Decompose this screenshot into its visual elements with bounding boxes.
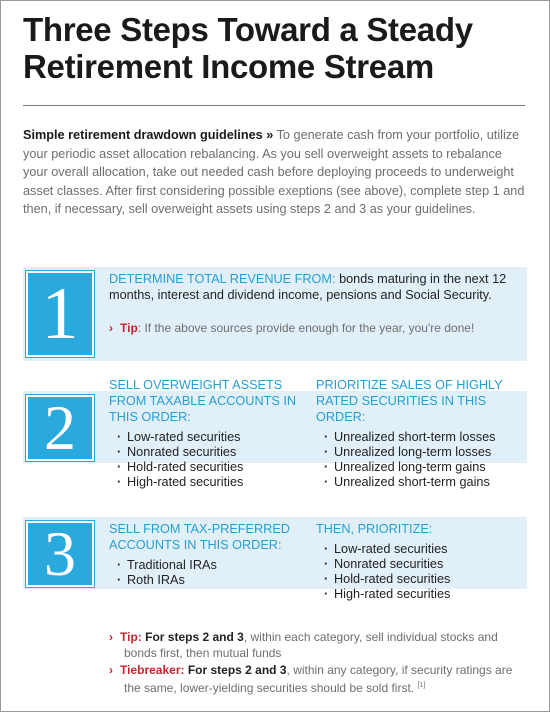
list-item: · Hold-rated securities	[320, 572, 516, 587]
step-2-number: 2	[26, 395, 94, 461]
step-3-right-list	[320, 542, 516, 602]
step-2-left-heading: SELL OVERWEIGHT ASSETS FROM TAXABLE ACCOUNTS IN THIS ORDER:	[109, 378, 297, 424]
list-item: · High-rated securities	[113, 475, 299, 490]
step-3-number: 3	[26, 521, 94, 587]
tip-text: : If the above sources provide enough for the year, you're done!	[137, 321, 475, 335]
step-2-section	[23, 371, 527, 501]
step-3-left-list	[113, 558, 304, 588]
step-3-left-column	[109, 521, 304, 588]
list-item: · Nonrated securities	[113, 445, 299, 460]
list-item: · Nonrated securities	[320, 557, 516, 572]
step-2-right-list	[320, 430, 516, 490]
step-2-left-column	[109, 377, 299, 490]
step-1-tip	[109, 320, 519, 336]
chevron-right-icon: ›	[109, 630, 113, 644]
chevron-right-icon: ›	[109, 663, 113, 677]
tip-text: , within each category, sell individual stocks and bonds first, then mutual funds	[124, 630, 498, 660]
step-1-section	[23, 267, 527, 361]
tiebreaker-label: Tiebreaker:	[120, 663, 185, 677]
list-item: · Unrealized short-term gains	[320, 475, 516, 490]
step-3-right-heading: THEN, PRIORITIZE:	[316, 522, 433, 536]
footer-tiebreaker	[109, 662, 521, 696]
step-1-description	[109, 271, 519, 303]
list-item: · Hold-rated securities	[113, 460, 299, 475]
footer-tip	[109, 629, 521, 661]
intro-arrow: »	[266, 128, 274, 142]
step-2-right-column	[316, 377, 516, 490]
list-item: · Low-rated securities	[320, 542, 516, 557]
step-2-left-list	[113, 430, 299, 490]
page-title: Three Steps Toward a Steady Retirement Income Stream	[23, 11, 473, 85]
step-2-right-heading: PRIORITIZE SALES OF HIGHLY RATED SECURITIES IN THIS ORDER:	[316, 378, 503, 424]
step-3-section	[23, 513, 527, 625]
footer-tips	[109, 629, 521, 696]
list-item: · Unrealized long-term gains	[320, 460, 516, 475]
tiebreaker-bold: For steps 2 and 3	[187, 663, 287, 677]
tip-label: Tip:	[120, 630, 142, 644]
intro-text: To generate cash from your portfolio, utilize your periodic asset allocation rebalancing. As you sell overweight assets to rebalance your overall allocation, take out needed cash before deploying proceeds to underweight asset classes. After first considering possible exeptions (see above), complete step 1 and then, if necessary, sell overweight assets using steps 2 and 3 as your guidelines.	[23, 128, 525, 217]
list-item: · Traditional IRAs	[113, 558, 304, 573]
list-item: · Unrealized long-term losses	[320, 445, 516, 460]
title-divider	[23, 105, 525, 106]
intro-paragraph	[23, 126, 528, 219]
tip-bold: For steps 2 and 3	[145, 630, 244, 644]
tip-label: Tip	[120, 321, 138, 335]
step-3-right-column	[316, 521, 516, 602]
list-item: · Unrealized short-term losses	[320, 430, 516, 445]
list-item: · Roth IRAs	[113, 573, 304, 588]
list-item: · High-rated securities	[320, 587, 516, 602]
intro-lead: Simple retirement drawdown guidelines	[23, 128, 263, 142]
step-1-content	[109, 271, 519, 336]
tiebreaker-text: , within any category, if security ratings are the same, lower-yielding securities should be sold first.	[124, 663, 513, 695]
chevron-right-icon: ›	[109, 321, 113, 335]
step-1-text: bonds maturing in the next 12 months, interest and dividend income, pensions and Social Security.	[109, 272, 507, 302]
step-3-left-heading: SELL FROM TAX-PREFERRED ACCOUNTS IN THIS ORDER:	[109, 522, 290, 552]
list-item: · Low-rated securities	[113, 430, 299, 445]
footnote-marker[interactable]: [1]	[417, 682, 426, 689]
step-1-number: 1	[26, 271, 94, 357]
step-1-heading: DETERMINE TOTAL REVENUE FROM:	[109, 272, 336, 286]
